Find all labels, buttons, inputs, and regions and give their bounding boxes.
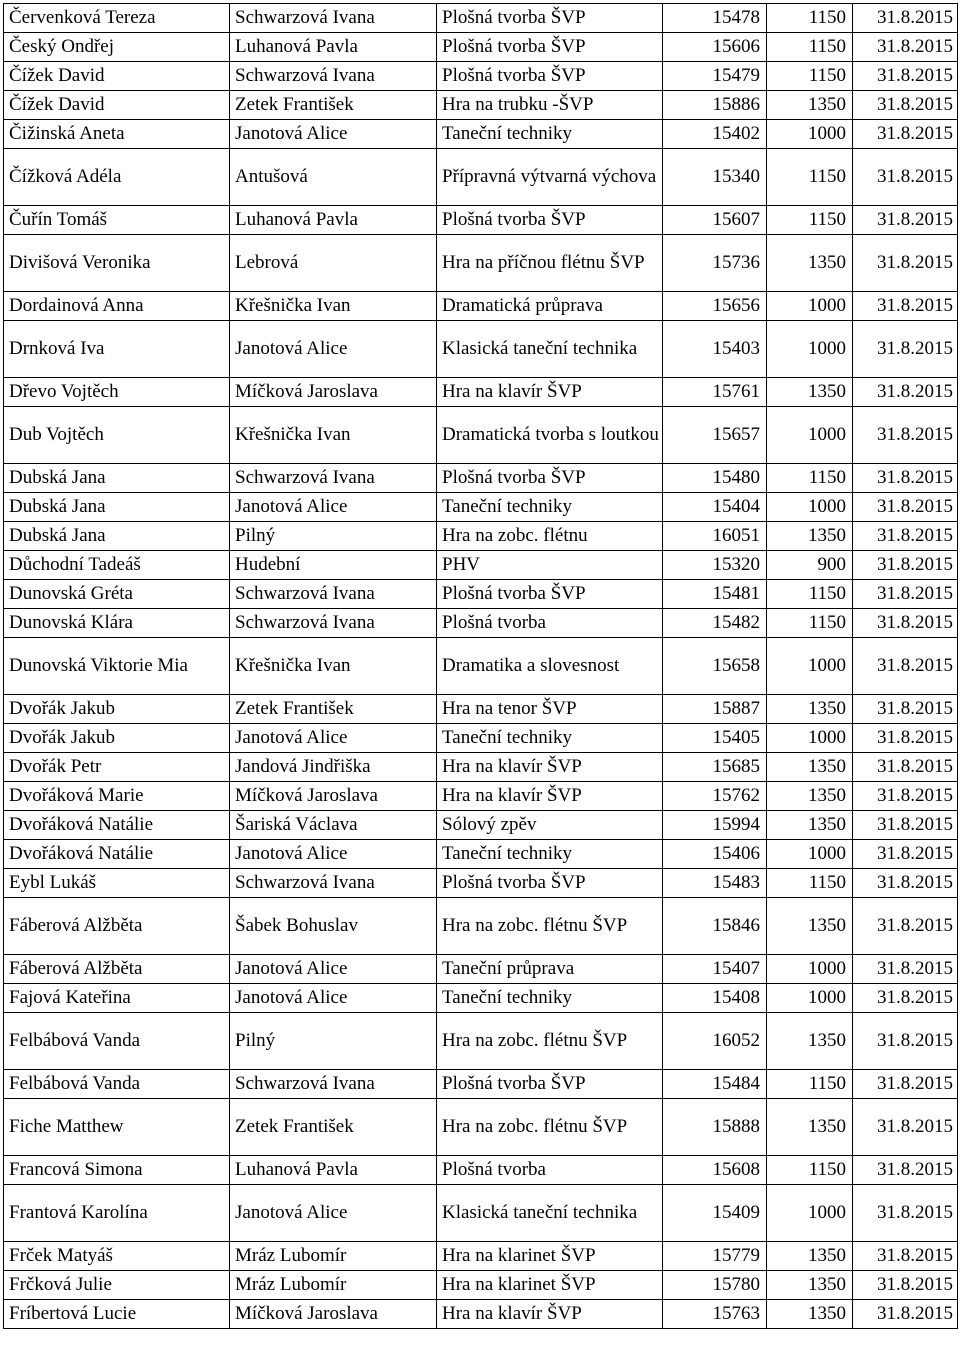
date-cell: 31.8.2015: [853, 206, 958, 235]
fee-cell: 1150: [767, 4, 853, 33]
table-row: [4, 1070, 958, 1099]
code-cell: 15886: [663, 91, 767, 120]
table-row: [4, 149, 958, 206]
code-cell: 16051: [663, 522, 767, 551]
subject-cell: Plošná tvorba ŠVP: [437, 1070, 663, 1099]
table-row: [4, 1099, 958, 1156]
table-row: [4, 898, 958, 955]
subject-cell: Plošná tvorba ŠVP: [437, 580, 663, 609]
teacher-name-cell: Luhanová Pavla: [230, 1156, 437, 1185]
student-name-cell: Drnková Iva: [4, 321, 230, 378]
table-row: [4, 120, 958, 149]
date-cell: 31.8.2015: [853, 33, 958, 62]
teacher-name-cell: Luhanová Pavla: [230, 33, 437, 62]
code-cell: 15658: [663, 638, 767, 695]
student-name-cell: Frantová Karolína: [4, 1185, 230, 1242]
student-name-cell: Dubská Jana: [4, 464, 230, 493]
date-cell: 31.8.2015: [853, 62, 958, 91]
fee-cell: 1350: [767, 1099, 853, 1156]
fee-cell: 1150: [767, 580, 853, 609]
student-name-cell: Felbábová Vanda: [4, 1070, 230, 1099]
subject-cell: Plošná tvorba: [437, 609, 663, 638]
subject-cell: Hra na klarinet ŠVP: [437, 1271, 663, 1300]
student-name-cell: Dvořák Jakub: [4, 724, 230, 753]
table-row: [4, 91, 958, 120]
code-cell: 15606: [663, 33, 767, 62]
table-row: [4, 292, 958, 321]
code-cell: 15483: [663, 869, 767, 898]
teacher-name-cell: Mráz Lubomír: [230, 1242, 437, 1271]
table-row: [4, 609, 958, 638]
teacher-name-cell: Křešnička Ivan: [230, 638, 437, 695]
subject-cell: Klasická taneční technika: [437, 1185, 663, 1242]
fee-cell: 1000: [767, 1185, 853, 1242]
date-cell: 31.8.2015: [853, 638, 958, 695]
teacher-name-cell: Hudební: [230, 551, 437, 580]
code-cell: 15762: [663, 782, 767, 811]
subject-cell: Plošná tvorba ŠVP: [437, 206, 663, 235]
table-row: [4, 235, 958, 292]
date-cell: 31.8.2015: [853, 1300, 958, 1329]
fee-cell: 1350: [767, 235, 853, 292]
date-cell: 31.8.2015: [853, 724, 958, 753]
fee-cell: 1150: [767, 62, 853, 91]
fee-cell: 1000: [767, 984, 853, 1013]
table-row: [4, 551, 958, 580]
subject-cell: Hra na zobc. flétnu ŠVP: [437, 1013, 663, 1070]
teacher-name-cell: Pilný: [230, 522, 437, 551]
code-cell: 15763: [663, 1300, 767, 1329]
teacher-name-cell: Janotová Alice: [230, 321, 437, 378]
table-row: [4, 1156, 958, 1185]
subject-cell: Dramatická průprava: [437, 292, 663, 321]
subject-cell: Taneční techniky: [437, 120, 663, 149]
teacher-name-cell: Janotová Alice: [230, 955, 437, 984]
table-row: [4, 782, 958, 811]
teacher-name-cell: Zetek František: [230, 695, 437, 724]
fee-cell: 1000: [767, 955, 853, 984]
teacher-name-cell: Míčková Jaroslava: [230, 378, 437, 407]
student-name-cell: Fiche Matthew: [4, 1099, 230, 1156]
date-cell: 31.8.2015: [853, 753, 958, 782]
table-row: [4, 695, 958, 724]
fee-cell: 1350: [767, 378, 853, 407]
code-cell: 15408: [663, 984, 767, 1013]
teacher-name-cell: Schwarzová Ivana: [230, 62, 437, 91]
date-cell: 31.8.2015: [853, 811, 958, 840]
teacher-name-cell: Lebrová: [230, 235, 437, 292]
date-cell: 31.8.2015: [853, 4, 958, 33]
student-name-cell: Čížek David: [4, 62, 230, 91]
fee-cell: 1350: [767, 91, 853, 120]
subject-cell: Taneční techniky: [437, 724, 663, 753]
date-cell: 31.8.2015: [853, 551, 958, 580]
date-cell: 31.8.2015: [853, 149, 958, 206]
code-cell: 15480: [663, 464, 767, 493]
code-cell: 15409: [663, 1185, 767, 1242]
table-row: [4, 321, 958, 378]
table-row: [4, 840, 958, 869]
fee-cell: 1000: [767, 840, 853, 869]
fee-cell: 1350: [767, 1271, 853, 1300]
date-cell: 31.8.2015: [853, 235, 958, 292]
student-name-cell: Fajová Kateřina: [4, 984, 230, 1013]
date-cell: 31.8.2015: [853, 493, 958, 522]
code-cell: 15404: [663, 493, 767, 522]
subject-cell: Hra na trubku -ŠVP: [437, 91, 663, 120]
fee-cell: 1150: [767, 149, 853, 206]
student-name-cell: Dunovská Gréta: [4, 580, 230, 609]
teacher-name-cell: Janotová Alice: [230, 984, 437, 1013]
student-name-cell: Dvořáková Marie: [4, 782, 230, 811]
student-name-cell: Dubská Jana: [4, 522, 230, 551]
date-cell: 31.8.2015: [853, 955, 958, 984]
student-name-cell: Dvořáková Natálie: [4, 840, 230, 869]
fee-cell: 1350: [767, 782, 853, 811]
code-cell: 15657: [663, 407, 767, 464]
student-name-cell: Dvořák Jakub: [4, 695, 230, 724]
date-cell: 31.8.2015: [853, 869, 958, 898]
student-name-cell: Divišová Veronika: [4, 235, 230, 292]
subject-cell: Plošná tvorba ŠVP: [437, 869, 663, 898]
fee-cell: 1150: [767, 869, 853, 898]
date-cell: 31.8.2015: [853, 321, 958, 378]
student-name-cell: Fáberová Alžběta: [4, 898, 230, 955]
table-row: [4, 464, 958, 493]
code-cell: 16052: [663, 1013, 767, 1070]
teacher-name-cell: Zetek František: [230, 91, 437, 120]
student-name-cell: Francová Simona: [4, 1156, 230, 1185]
code-cell: 15685: [663, 753, 767, 782]
code-cell: 15407: [663, 955, 767, 984]
fee-cell: 1350: [767, 1013, 853, 1070]
teacher-name-cell: Jandová Jindřiška: [230, 753, 437, 782]
date-cell: 31.8.2015: [853, 1099, 958, 1156]
teacher-name-cell: Schwarzová Ivana: [230, 1070, 437, 1099]
code-cell: 15656: [663, 292, 767, 321]
subject-cell: Hra na klavír ŠVP: [437, 1300, 663, 1329]
code-cell: 15478: [663, 4, 767, 33]
date-cell: 31.8.2015: [853, 120, 958, 149]
fee-cell: 1150: [767, 464, 853, 493]
fee-cell: 1150: [767, 33, 853, 62]
fee-cell: 1000: [767, 407, 853, 464]
date-cell: 31.8.2015: [853, 695, 958, 724]
date-cell: 31.8.2015: [853, 464, 958, 493]
code-cell: 15405: [663, 724, 767, 753]
date-cell: 31.8.2015: [853, 1185, 958, 1242]
teacher-name-cell: Schwarzová Ivana: [230, 464, 437, 493]
table-row: [4, 4, 958, 33]
code-cell: 15402: [663, 120, 767, 149]
subject-cell: Hra na klavír ŠVP: [437, 753, 663, 782]
subject-cell: PHV: [437, 551, 663, 580]
table-row: [4, 753, 958, 782]
code-cell: 15888: [663, 1099, 767, 1156]
code-cell: 15481: [663, 580, 767, 609]
code-cell: 15406: [663, 840, 767, 869]
student-name-cell: Fríbertová Lucie: [4, 1300, 230, 1329]
subject-cell: Taneční techniky: [437, 984, 663, 1013]
fee-cell: 1350: [767, 811, 853, 840]
code-cell: 15608: [663, 1156, 767, 1185]
subject-cell: Hra na zobc. flétnu: [437, 522, 663, 551]
fee-cell: 1150: [767, 1156, 853, 1185]
teacher-name-cell: Šabek Bohuslav: [230, 898, 437, 955]
code-cell: 15736: [663, 235, 767, 292]
student-name-cell: Čižinská Aneta: [4, 120, 230, 149]
table-row: [4, 955, 958, 984]
teacher-name-cell: Křešnička Ivan: [230, 407, 437, 464]
table-row: [4, 580, 958, 609]
student-name-cell: Dub Vojtěch: [4, 407, 230, 464]
fee-cell: 1350: [767, 1242, 853, 1271]
teacher-name-cell: Mráz Lubomír: [230, 1271, 437, 1300]
teacher-name-cell: Zetek František: [230, 1099, 437, 1156]
teacher-name-cell: Schwarzová Ivana: [230, 580, 437, 609]
table-row: [4, 378, 958, 407]
code-cell: 15994: [663, 811, 767, 840]
date-cell: 31.8.2015: [853, 1156, 958, 1185]
student-name-cell: Dvořáková Natálie: [4, 811, 230, 840]
subject-cell: Plošná tvorba ŠVP: [437, 4, 663, 33]
subject-cell: Hra na klavír ŠVP: [437, 378, 663, 407]
table-row: [4, 869, 958, 898]
fee-cell: 1000: [767, 724, 853, 753]
subject-cell: Hra na tenor ŠVP: [437, 695, 663, 724]
student-name-cell: Dubská Jana: [4, 493, 230, 522]
fee-cell: 1150: [767, 1070, 853, 1099]
fee-cell: 1150: [767, 609, 853, 638]
date-cell: 31.8.2015: [853, 609, 958, 638]
enrollment-table: [3, 3, 958, 1329]
table-row: [4, 1185, 958, 1242]
table-row: [4, 206, 958, 235]
subject-cell: Dramatika a slovesnost: [437, 638, 663, 695]
student-name-cell: Fáberová Alžběta: [4, 955, 230, 984]
student-name-cell: Čížek David: [4, 91, 230, 120]
student-name-cell: Dřevo Vojtěch: [4, 378, 230, 407]
subject-cell: Hra na klavír ŠVP: [437, 782, 663, 811]
subject-cell: Taneční průprava: [437, 955, 663, 984]
table-row: [4, 33, 958, 62]
date-cell: 31.8.2015: [853, 1242, 958, 1271]
student-name-cell: Frček Matyáš: [4, 1242, 230, 1271]
code-cell: 15482: [663, 609, 767, 638]
teacher-name-cell: Křešnička Ivan: [230, 292, 437, 321]
student-name-cell: Český Ondřej: [4, 33, 230, 62]
student-name-cell: Dvořák Petr: [4, 753, 230, 782]
teacher-name-cell: Janotová Alice: [230, 120, 437, 149]
date-cell: 31.8.2015: [853, 984, 958, 1013]
teacher-name-cell: Míčková Jaroslava: [230, 1300, 437, 1329]
subject-cell: Taneční techniky: [437, 840, 663, 869]
code-cell: 15779: [663, 1242, 767, 1271]
code-cell: 15607: [663, 206, 767, 235]
subject-cell: Hra na zobc. flétnu ŠVP: [437, 1099, 663, 1156]
date-cell: 31.8.2015: [853, 292, 958, 321]
student-name-cell: Čížková Adéla: [4, 149, 230, 206]
student-name-cell: Eybl Lukáš: [4, 869, 230, 898]
date-cell: 31.8.2015: [853, 91, 958, 120]
fee-cell: 1150: [767, 206, 853, 235]
subject-cell: Klasická taneční technika: [437, 321, 663, 378]
fee-cell: 1000: [767, 321, 853, 378]
table-row: [4, 724, 958, 753]
table-row: [4, 522, 958, 551]
student-name-cell: Červenková Tereza: [4, 4, 230, 33]
table-row: [4, 811, 958, 840]
date-cell: 31.8.2015: [853, 1070, 958, 1099]
teacher-name-cell: Janotová Alice: [230, 493, 437, 522]
date-cell: 31.8.2015: [853, 1271, 958, 1300]
subject-cell: Dramatická tvorba s loutkou: [437, 407, 663, 464]
teacher-name-cell: Míčková Jaroslava: [230, 782, 437, 811]
table-row: [4, 1300, 958, 1329]
teacher-name-cell: Schwarzová Ivana: [230, 869, 437, 898]
teacher-name-cell: Schwarzová Ivana: [230, 609, 437, 638]
fee-cell: 1350: [767, 1300, 853, 1329]
table-row: [4, 1013, 958, 1070]
subject-cell: Přípravná výtvarná výchova: [437, 149, 663, 206]
table-body: [4, 4, 958, 1329]
code-cell: 15887: [663, 695, 767, 724]
date-cell: 31.8.2015: [853, 580, 958, 609]
teacher-name-cell: Luhanová Pavla: [230, 206, 437, 235]
date-cell: 31.8.2015: [853, 407, 958, 464]
table-row: [4, 984, 958, 1013]
fee-cell: 1350: [767, 898, 853, 955]
date-cell: 31.8.2015: [853, 840, 958, 869]
fee-cell: 1350: [767, 753, 853, 782]
subject-cell: Hra na klarinet ŠVP: [437, 1242, 663, 1271]
teacher-name-cell: Šariská Václava: [230, 811, 437, 840]
date-cell: 31.8.2015: [853, 782, 958, 811]
table-row: [4, 1271, 958, 1300]
code-cell: 15320: [663, 551, 767, 580]
fee-cell: 1000: [767, 638, 853, 695]
table-row: [4, 407, 958, 464]
subject-cell: Hra na zobc. flétnu ŠVP: [437, 898, 663, 955]
table-row: [4, 638, 958, 695]
teacher-name-cell: Janotová Alice: [230, 1185, 437, 1242]
code-cell: 15846: [663, 898, 767, 955]
date-cell: 31.8.2015: [853, 378, 958, 407]
fee-cell: 1000: [767, 493, 853, 522]
date-cell: 31.8.2015: [853, 1013, 958, 1070]
code-cell: 15780: [663, 1271, 767, 1300]
student-name-cell: Čuřín Tomáš: [4, 206, 230, 235]
fee-cell: 1000: [767, 292, 853, 321]
subject-cell: Taneční techniky: [437, 493, 663, 522]
fee-cell: 1350: [767, 522, 853, 551]
subject-cell: Sólový zpěv: [437, 811, 663, 840]
fee-cell: 900: [767, 551, 853, 580]
teacher-name-cell: Janotová Alice: [230, 840, 437, 869]
date-cell: 31.8.2015: [853, 898, 958, 955]
fee-cell: 1000: [767, 120, 853, 149]
teacher-name-cell: Schwarzová Ivana: [230, 4, 437, 33]
student-name-cell: Frčková Julie: [4, 1271, 230, 1300]
student-name-cell: Důchodní Tadeáš: [4, 551, 230, 580]
teacher-name-cell: Pilný: [230, 1013, 437, 1070]
student-name-cell: Dunovská Klára: [4, 609, 230, 638]
table-row: [4, 493, 958, 522]
subject-cell: Plošná tvorba: [437, 1156, 663, 1185]
code-cell: 15484: [663, 1070, 767, 1099]
fee-cell: 1350: [767, 695, 853, 724]
subject-cell: Plošná tvorba ŠVP: [437, 62, 663, 91]
student-name-cell: Felbábová Vanda: [4, 1013, 230, 1070]
date-cell: 31.8.2015: [853, 522, 958, 551]
teacher-name-cell: Antušová: [230, 149, 437, 206]
student-name-cell: Dordainová Anna: [4, 292, 230, 321]
code-cell: 15403: [663, 321, 767, 378]
code-cell: 15761: [663, 378, 767, 407]
subject-cell: Plošná tvorba ŠVP: [437, 464, 663, 493]
table-row: [4, 62, 958, 91]
code-cell: 15479: [663, 62, 767, 91]
subject-cell: Plošná tvorba ŠVP: [437, 33, 663, 62]
code-cell: 15340: [663, 149, 767, 206]
table-row: [4, 1242, 958, 1271]
student-name-cell: Dunovská Viktorie Mia: [4, 638, 230, 695]
subject-cell: Hra na příčnou flétnu ŠVP: [437, 235, 663, 292]
teacher-name-cell: Janotová Alice: [230, 724, 437, 753]
